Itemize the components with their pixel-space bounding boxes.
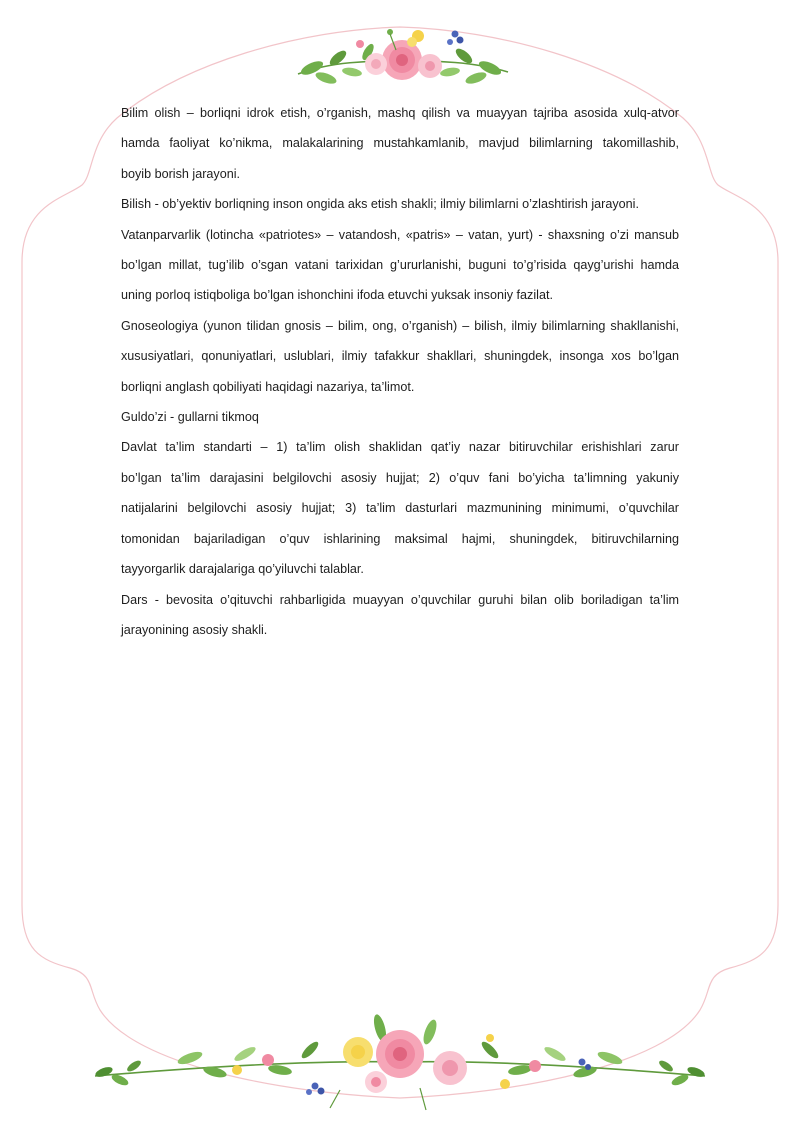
text-line: Bilim olish – borliqni idrok etish, o’rganish, mashq qilish va muayyan tajriba asosida xulq-atvor <box>121 106 679 120</box>
definition-paragraph <box>121 220 679 311</box>
text-line: xususiyatlari, qonuniyatlari, uslublari, ilmiy tafakkur shakllari, shuningdek, insonga xos bo’lgan <box>121 349 679 364</box>
text-line: tomonidan bajariladigan o’quv ishlarining maksimal hajmi, shuningdek, bitiruvchilarning <box>121 531 679 546</box>
text-line: jarayonining asosiy shakli. <box>121 622 268 637</box>
definition-paragraph <box>121 311 679 402</box>
text-line: Davlat ta’lim standarti – 1) ta’lim olish shaklidan qat’iy nazar bitiruvchilar erishishlari zarur <box>121 440 679 455</box>
definition-paragraph <box>121 98 679 189</box>
text-line: tayyorgarlik darajalariga qo’yiluvchi talablar. <box>121 562 364 577</box>
text-line: borliqni anglash qobiliyati haqidagi nazariya, ta’limot. <box>121 379 415 394</box>
text-line: Bilish - ob’yektiv borliqning inson ongida aks etish shakli; ilmiy bilimlarni o’zlashtirish jarayoni. <box>121 197 639 212</box>
definition-paragraph <box>121 189 679 219</box>
text-line: hamda faoliyat ko’nikma, malakalarining mustahkamlanib, mavjud bilimlarning takomillashib, <box>121 136 679 151</box>
text-line: Gnoseologiya (yunon tilidan gnosis – bilim, ong, o’rganish) – bilish, ilmiy bilimlarning shakllanishi, <box>121 318 679 333</box>
text-line: natijalarini belgilovchi asosiy hujjat; 3) ta’lim dasturlari mazmunining minimumi, o’quvchilar <box>121 501 679 516</box>
text-line: Dars - bevosita o’qituvchi rahbarligida muayyan o’quvchilar guruhi bilan olib boriladigan ta’lim <box>121 592 679 607</box>
text-line: bo’lgan millat, tug’ilib o’sgan vatani tarixidan g’ururlanishi, buguni to’g’risida qayg’urishi hamda <box>121 258 679 273</box>
text-line: boyib borish jarayoni. <box>121 166 241 181</box>
definition-paragraph <box>121 402 679 432</box>
text-line: bo’lgan ta’lim darajasini belgilovchi asosiy hujjat; 2) o’quv fani bo’yicha ta’limning yakuniy <box>121 470 679 485</box>
definition-paragraph <box>121 432 679 584</box>
flower-garland-top <box>290 22 515 94</box>
text-line: uning porloq istiqboliga bo’lgan ishonchini ifoda etuvchi yuksak insoniy fazilat. <box>121 288 553 303</box>
flower-garland-bottom <box>90 1010 710 1120</box>
definition-paragraph <box>121 585 679 646</box>
glossary-text <box>121 98 679 645</box>
text-line: Guldo’zi - gullarni tikmoq <box>121 410 259 425</box>
text-line: Vatanparvarlik (lotincha «patriotes» – vatandosh, «patris» – vatan, yurt) - shaxsning o’zi mansub <box>121 227 679 242</box>
